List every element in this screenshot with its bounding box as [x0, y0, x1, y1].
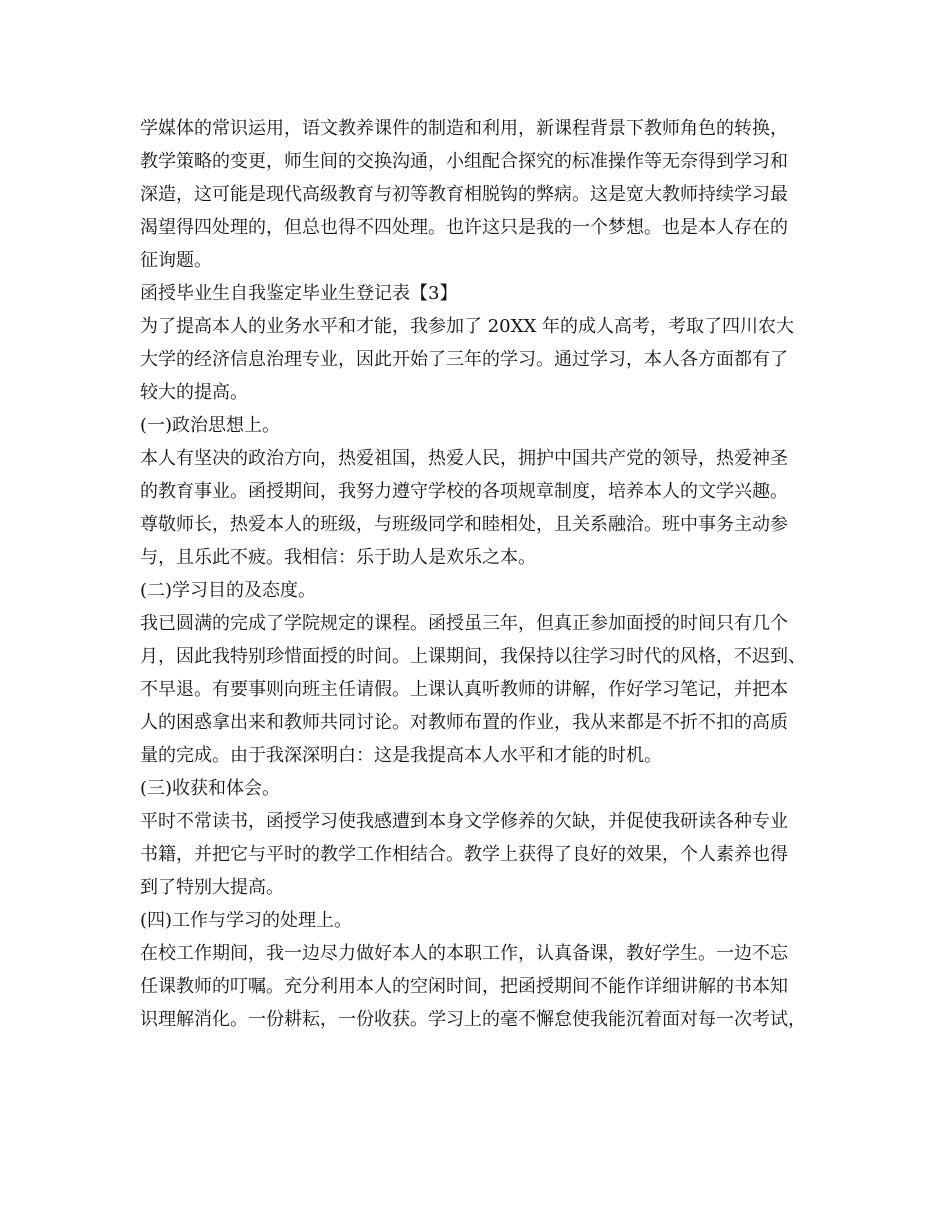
document-body [140, 112, 840, 1036]
paragraph-political: 本人有坚决的政治方向，热爱祖国，热爱人民，拥护中国共产党的领导，热爱神圣 的教育事业。函授期间，我努力遵守学校的各项规章制度，培养本人的文学兴趣。 尊敬师长，热爱本人的班级，与班级同学和睦相处，且关系融洽。班中事务主动参 与，且乐此不疲。我相信：乐于助人是欢乐之本。 [140, 448, 788, 568]
paragraph-intro: 为了提高本人的业务水平和才能，我参加了 20XX 年的成人高考，考取了四川农大 大学的经济信息治理专业，因此开始了三年的学习。通过学习，本人各方面都有了 较大的提高。 [140, 316, 794, 403]
heading-study-attitude: (二)学习目的及态度。 [140, 580, 317, 601]
heading-work-study: (四)工作与学习的处理上。 [140, 910, 353, 931]
paragraph-continuation: 学媒体的常识运用，语文教养课件的制造和利用，新课程背景下教师角色的转换， 教学策略的变更，师生间的交换沟通，小组配合探究的标准操作等无奈得到学习和 深造，这可能是现代高级教育与初等教育相脱钩的弊病。这是宽大教师持续学习最 渴望得四处理的，但总也得不四处理。也许这只是我的一个梦想。也是本人存在的 征询题。 [140, 118, 788, 271]
heading-gains: (三)收获和体会。 [140, 778, 281, 799]
section-title: 函授毕业生自我鉴定毕业生登记表【3】 [140, 283, 458, 304]
paragraph-study-attitude: 我已圆满的完成了学院规定的课程。函授虽三年，但真正参加面授的时间只有几个 月，因此我特别珍惜面授的时间。上课期间，我保持以往学习时代的风格，不迟到、 不早退。有要事则向班主任请假。上课认真听教师的讲解，作好学习笔记，并把本 人的困惑拿出来和教师共同讨论。对教师布置的作业，我从来都是不折不扣的高质 量的完成。由于我深深明白：这是我提高本人水平和才能的时机。 [140, 613, 806, 766]
paragraph-work-study: 在校工作期间，我一边尽力做好本人的本职工作，认真备课，教好学生。一边不忘 任课教师的叮嘱。充分利用本人的空闲时间，把函授期间不能作详细讲解的书本知 识理解消化。一份耕耘，一份收获。学习上的毫不懈怠使我能沉着面对每一次考试， [140, 943, 806, 1030]
heading-political: (一)政治思想上。 [140, 415, 281, 436]
paragraph-gains: 平时不常读书，函授学习使我感遭到本身文学修养的欠缺，并促使我研读各种专业 书籍，并把它与平时的教学工作相结合。教学上获得了良好的效果，个人素养也得 到了特别大提高。 [140, 811, 788, 898]
